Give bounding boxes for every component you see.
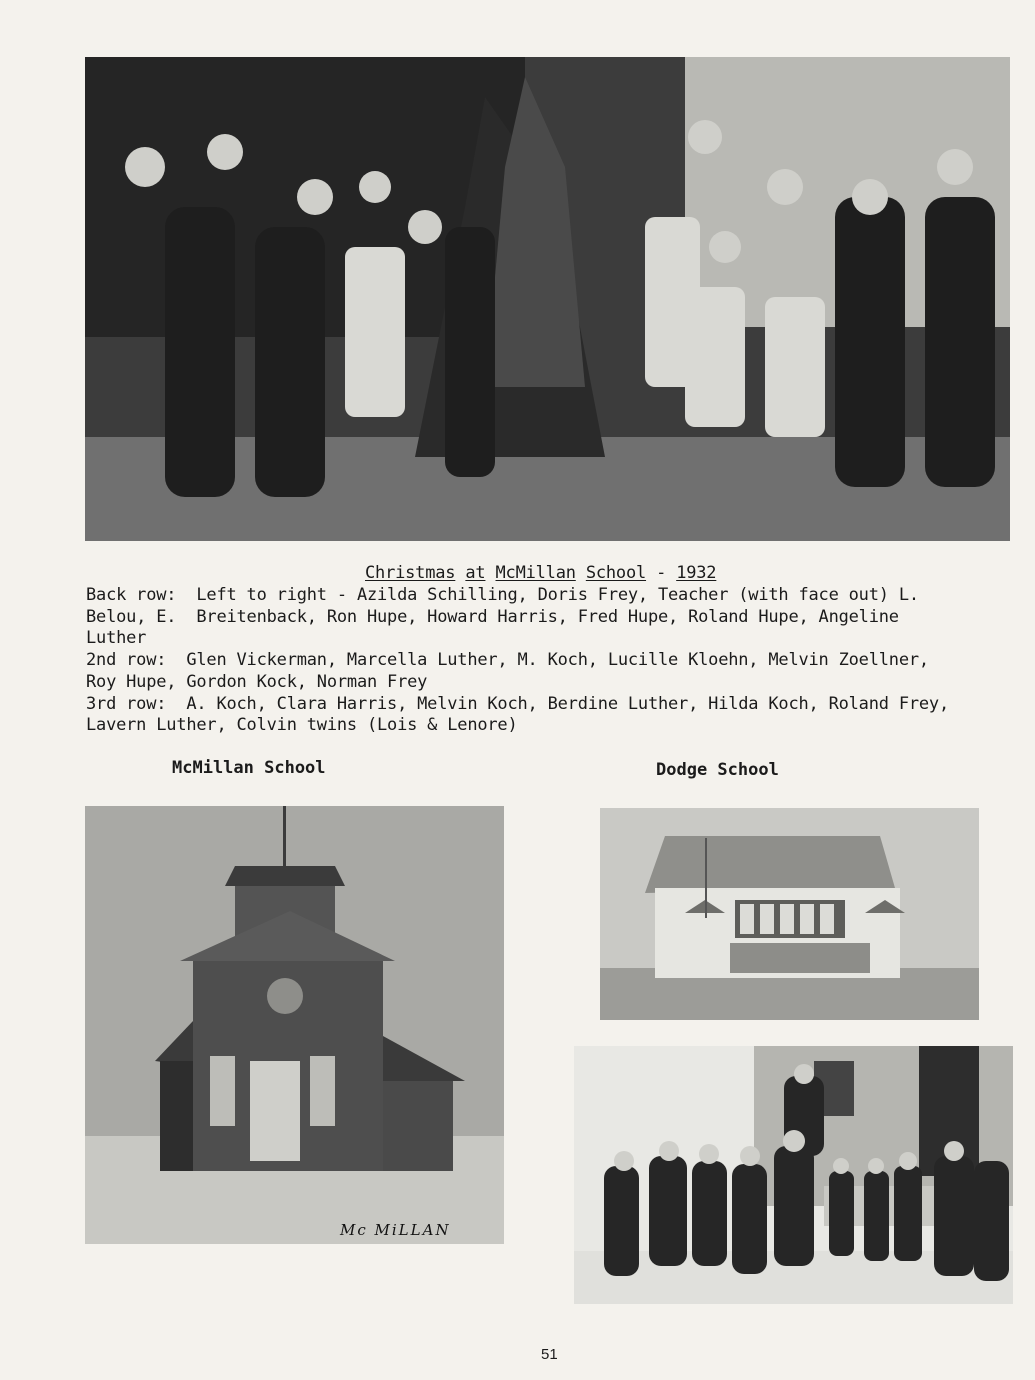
caption-line: Luther	[86, 628, 147, 649]
mcmillan-school-illustration	[85, 806, 504, 1244]
caption-title	[365, 563, 716, 583]
caption-title-word: at	[465, 563, 486, 583]
page-number: 51	[541, 1346, 558, 1363]
caption-line: 3rd row: A. Koch, Clara Harris, Melvin Koch, Berdine Luther, Hilda Koch, Roland Frey,	[86, 693, 949, 714]
caption-line: Lavern Luther, Colvin twins (Lois & Lenore)	[86, 715, 518, 736]
caption-body	[86, 585, 1016, 737]
caption-title-dash: -	[656, 563, 667, 583]
caption-title-year: 1932	[676, 563, 717, 583]
caption-line: 2nd row: Glen Vickerman, Marcella Luther, M. Koch, Lucille Kloehn, Melvin Zoellner,	[86, 650, 929, 671]
christmas-class-photo	[85, 57, 1010, 541]
mcmillan-school-label: McMillan School	[172, 758, 326, 778]
dodge-school-photo	[600, 808, 979, 1020]
caption-line: Roy Hupe, Gordon Kock, Norman Frey	[86, 671, 428, 692]
christmas-photo-illustration	[85, 57, 1010, 541]
mcmillan-photo-inscription: Mc MiLLAN	[340, 1221, 451, 1239]
caption-title-word: School	[585, 563, 647, 583]
children-outside-school-photo	[574, 1046, 1013, 1304]
caption-line: Back row: Left to right - Azilda Schilling, Doris Frey, Teacher (with face out) L.	[86, 585, 919, 605]
caption-title-word: Christmas	[365, 563, 456, 583]
dodge-school-label: Dodge School	[656, 760, 779, 780]
mcmillan-school-photo	[85, 806, 504, 1244]
caption-line: Belou, E. Breitenback, Ron Hupe, Howard Harris, Fred Hupe, Roland Hupe, Angeline	[86, 606, 899, 627]
caption-title-word: McMillan	[495, 563, 576, 583]
dodge-school-illustration	[600, 808, 979, 1020]
children-photo-illustration	[574, 1046, 1013, 1304]
